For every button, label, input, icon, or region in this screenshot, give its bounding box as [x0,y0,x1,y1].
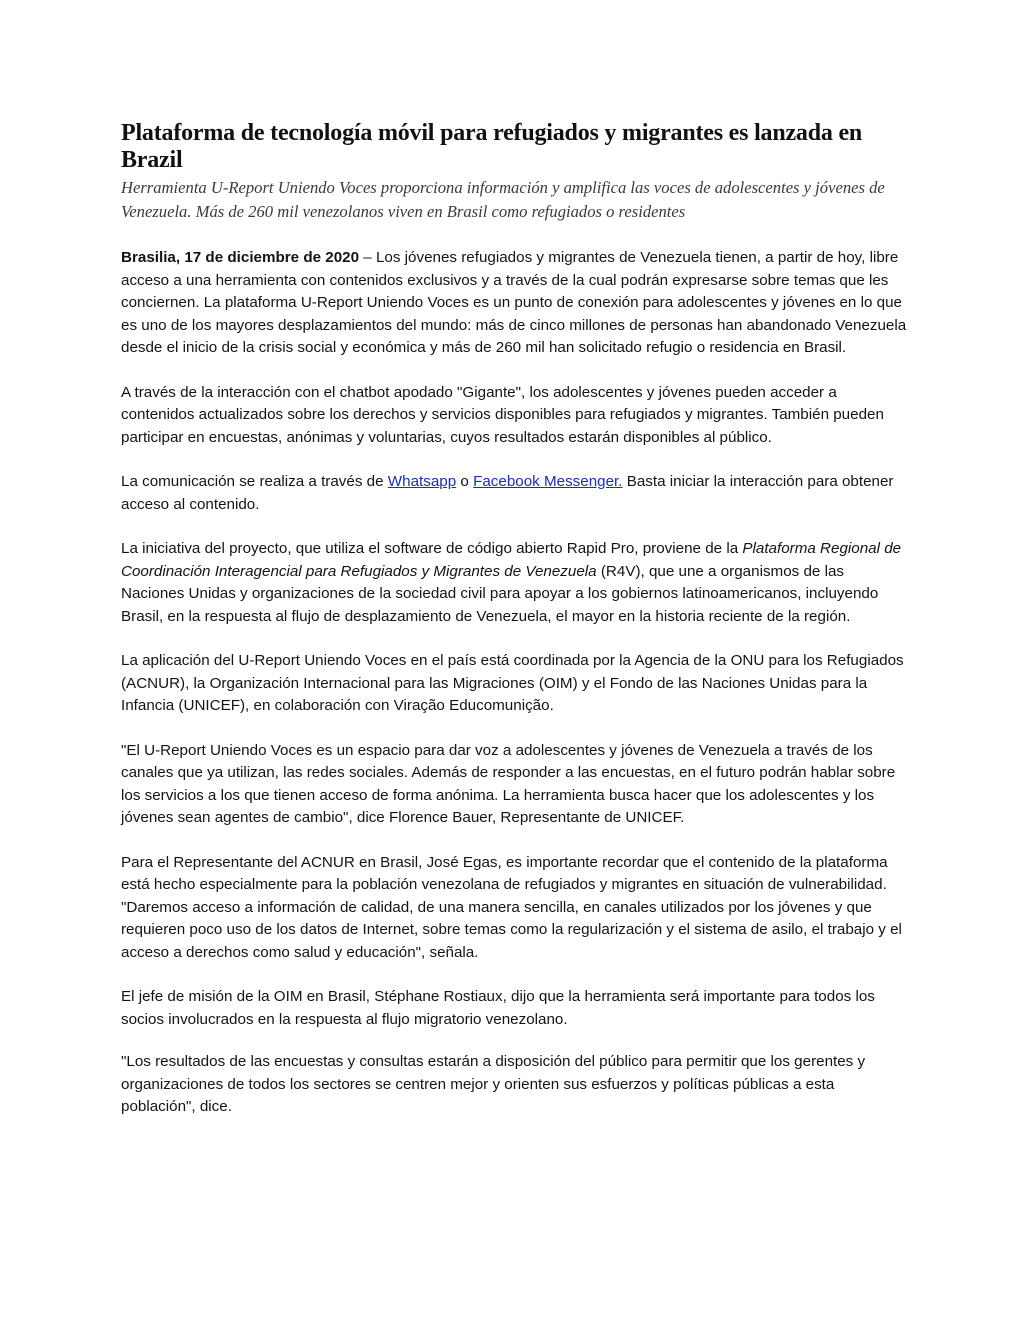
article-subtitle: Herramienta U-Report Uniendo Voces proporciona información y amplifica las voces de adolescentes y jóvenes de Venezuela. Más de 260 mil venezolanos viven en Brasil como refugiados o residentes [121,178,885,221]
platform-name-italic: Plataforma Regional de Coordinación Interagencial para Refugiados y Migrantes de Venezuela [121,540,902,580]
paragraph-4-after: (R4V), que une a organismos de las Naciones Unidas y organizaciones de la sociedad civil para apoyar a los gobiernos latinoamericanos, incluyendo Brasil, en la respuesta al flujo de desplazamiento de Venezuela, el mayor en la historia reciente de la región. [121,562,879,625]
paragraph-4 [121,538,907,628]
paragraph-4-before: La iniciativa del proyecto, que utiliza el software de código abierto Rapid Pro, proviene de la [121,540,743,557]
paragraph-7: Para el Representante del ACNUR en Brasil, José Egas, es importante recordar que el contenido de la plataforma está hecho especialmente para la población venezolana de refugiados y migrantes en situación de vulnerabilidad. "Daremos acceso a información de calidad, de una manera sencilla, en canales utilizados por los jóvenes y que requieren poco uso de los datos de Internet, sobre temas como la regularización y el sistema de asilo, el trabajo y el acceso a derechos como salud y educación", señala. [121,853,902,961]
paragraph-3-between: o [456,473,474,490]
paragraph-5: La aplicación del U-Report Uniendo Voces en el país está coordinada por la Agencia de la ONU para los Refugiados (ACNUR), la Organización Internacional para las Migraciones (OIM) y el Fondo de las Naciones Unidas para la Infancia (UNICEF), en colaboración con Viração Educomunição. [121,652,904,714]
paragraph-3 [121,471,907,516]
facebook-messenger-link[interactable]: Facebook Messenger. [473,473,623,490]
dateline: Brasilia, 17 de diciembre de 2020 [121,249,360,266]
paragraph-8: El jefe de misión de la OIM en Brasil, Stéphane Rostiaux, dijo que la herramienta será importante para todos los socios involucrados en la respuesta al flujo migratorio venezolano. [121,988,875,1028]
paragraph-1 [121,247,907,360]
paragraph-2: A través de la interacción con el chatbot apodado "Gigante", los adolescentes y jóvenes pueden acceder a contenidos actualizados sobre los derechos y servicios disponibles para refugiados y migrantes. También pueden participar en encuestas, anónimas y voluntarias, cuyos resultados estarán disponibles al público. [121,383,884,446]
paragraph-6: "El U-Report Uniendo Voces es un espacio para dar voz a adolescentes y jóvenes de Venezuela a través de los canales que ya utilizan, las redes sociales. Además de responder a las encuestas, en el futuro podrán hablar sobre los servicios a los que tienen acceso de forma anónima. La herramienta busca hacer que los adolescentes y los jóvenes sean agentes de cambio", dice Florence Bauer, Representante de UNICEF. [121,741,896,826]
article-title: Plataforma de tecnología móvil para refugiados y migrantes es lanzada en Brazil [121,120,863,173]
paragraph-3-before: La comunicación se realiza a través de [121,473,388,490]
paragraph-1-text: – Los jóvenes refugiados y migrantes de Venezuela tienen, a partir de hoy, libre acceso a una herramienta con contenidos exclusivos y a través de la cual podrán expresarse sobre temas que les conciernen. La plataforma U-Report Uniendo Voces es un punto de conexión para adolescentes y jóvenes en lo que es uno de los mayores desplazamientos del mundo: más de cinco millones de personas han abandonado Venezuela desde el inicio de la crisis social y económica y más de 260 mil han solicitado refugio o residencia en Brasil. [121,249,907,356]
whatsapp-link[interactable]: Whatsapp [387,473,457,490]
document-page [121,120,907,1119]
paragraph-9: "Los resultados de las encuestas y consultas estarán a disposición del público para permitir que los gerentes y organizaciones de todos los sectores se centren mejor y orienten sus esfuerzos y políticas públicas a esta población", dice. [121,1053,866,1115]
paragraph-3-after: Basta iniciar la interacción para obtener acceso al contenido. [121,473,894,513]
